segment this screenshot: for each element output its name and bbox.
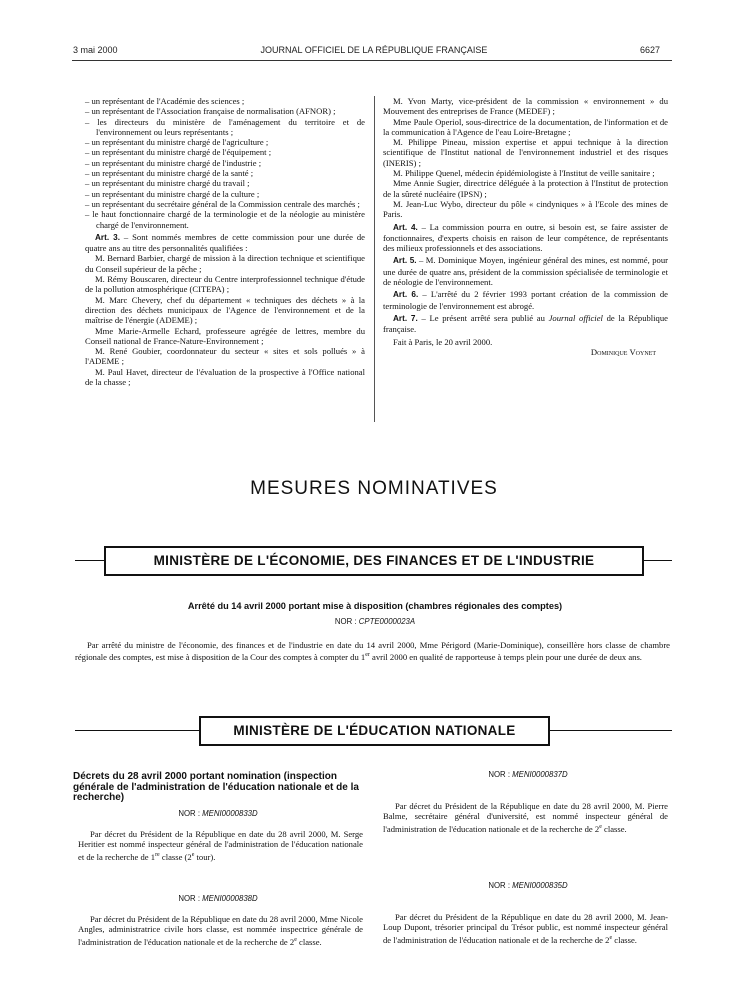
nor-label: NOR : [334, 617, 359, 626]
column-divider [374, 96, 375, 422]
header-date: 3 mai 2000 [73, 45, 118, 55]
article-6 [383, 289, 668, 311]
section-title: MESURES NOMINATIVES [250, 478, 498, 499]
decrets-title: Décrets du 28 avril 2000 portant nomination (inspection générale de l'administration de l'éducation nationale et de la recherche) [73, 771, 359, 803]
list-item: – un représentant de l'Académie des sciences ; [85, 96, 245, 106]
decret-text-part: Par décret du Président de la République en date du 28 avril 2000, Mme Nicole Angles, administratrice civile hors classe, est nommée inspectrice générale de l'administration de l'éducation nationale et de la recherche de 2 [78, 914, 363, 947]
decret-text [78, 914, 363, 947]
signature: Dominique Voynet [590, 346, 656, 357]
list-item: – un représentant du ministre chargé de la santé ; [85, 168, 254, 179]
article-label: Art. 3. [95, 232, 120, 242]
decret-text-part: classe. [296, 936, 322, 947]
arrete-text-part: Par arrêté du ministre de l'économie, des finances et de l'industrie en date du 14 avril 2000, Mme Périgord (Marie-Dominique), conseillère hors classe de chambre régionale des comptes, est mise à disposition de la Cour des comptes à compter du 1 [75, 640, 670, 663]
page-number: 6627 [640, 45, 661, 55]
journal-title: JOURNAL OFFICIEL DE LA RÉPUBLIQUE FRANÇAISE [260, 45, 488, 55]
decret-text-part: Par décret du Président de la République en date du 28 avril 2000, M. Pierre Balme, secrétaire général d'université, est nommé inspecteur général de l'administration de l'éducation nationale et de la recherche de 2 [383, 801, 668, 834]
article-label: Art. 5. [393, 256, 417, 266]
list-item: M. Rémy Bouscaren, directeur du Centre interprofessionnel technique d'étude de la pollution atmosphérique (CITEPA) ; [85, 274, 365, 295]
list-item: Mme Annie Sugier, directrice déléguée à la protection à l'Institut de protection de la sûreté nucléaire (IPSN) ; [383, 178, 668, 199]
ministry-economie-box: MINISTÈRE DE L'ÉCONOMIE, DES FINANCES ET DE L'INDUSTRIE [104, 546, 644, 576]
box-rule-right [642, 560, 672, 561]
list-item: – un représentant du ministre chargé de l'équipement ; [85, 147, 272, 158]
list-item: – les directeurs du ministère de l'aménagement du territoire et de l'environnement ou leurs représentants ; [85, 116, 365, 137]
box-rule-left [75, 730, 200, 731]
superscript: e [609, 934, 613, 941]
list-item: – un représentant du ministre chargé de la culture ; [85, 188, 260, 199]
decret-text-part: tour). [194, 851, 216, 862]
article-4 [383, 222, 668, 254]
decret-text [78, 829, 363, 862]
nor-code: MENI0000833D [202, 809, 258, 818]
journal-reference: Journal officiel [548, 312, 603, 323]
decret-text-part: Par décret du Président de la République en date du 28 avril 2000, M. Serge Heritier est nommé inspecteur général de l'administration de l'éducation nationale et de la recherche de 1 [78, 829, 363, 862]
arrete-title: Arrêté du 14 avril 2000 portant mise à disposition (chambres régionales des comptes) [187, 601, 563, 611]
nor-reference [383, 881, 673, 890]
list-item: – un représentant du ministre chargé de l'agriculture ; [85, 137, 269, 148]
article-text: – La commission pourra en outre, si besoin est, se faire assister de fonctionnaires, d'experts choisis en raison de leur compétence, de représentants des milieux professionnels et des associations. [383, 221, 668, 254]
list-item: M. Marc Chevery, chef du département « techniques des déchets » à la direction des déchets municipaux de l'Agence de l'environnement et de la maîtrise de l'énergie (ADEME) ; [85, 294, 365, 326]
box-rule-left [75, 560, 105, 561]
header-rule [72, 60, 672, 61]
list-item: M. Philippe Pineau, mission expertise et appui technique à la direction scientifique de l'Institut national de l'environnement industriel et des risques (INERIS) ; [383, 137, 668, 168]
list-item: M. Paul Havet, directeur de l'évaluation de la prospective à l'Office national de la chasse ; [85, 366, 365, 388]
nor-label: NOR : [488, 881, 513, 890]
right-column [383, 96, 668, 357]
done-at: Fait à Paris, le 20 avril 2000. [393, 336, 493, 347]
nor-label: NOR : [488, 770, 513, 779]
decret-text [383, 912, 668, 945]
arrete-text-part: avril 2000 en qualité de rapporteuse à temps plein pour une durée de deux ans. [369, 652, 642, 663]
nor-reference [80, 617, 670, 626]
arrete-text [75, 640, 670, 662]
decret-text-part: classe (2 [159, 851, 192, 862]
box-rule-right [548, 730, 672, 731]
decret-text-part: Par décret du Président de la République en date du 28 avril 2000, M. Jean-Loup Dupont, trésorier principal du Trésor public, est nommé inspecteur général de l'administration de l'éducation nationale et de la recherche de 2 [383, 912, 668, 945]
list-item: M. Jean-Luc Wybo, directeur du pôle « cindyniques » à l'Ecole des mines de Paris. [383, 198, 668, 220]
decret-text [383, 801, 668, 834]
nor-label: NOR : [178, 809, 203, 818]
list-item: – un représentant du ministre chargé du travail ; [85, 178, 250, 189]
list-item: – le haut fonctionnaire chargé de la terminologie et de la néologie au ministère chargé de l'environnement. [85, 209, 365, 230]
nor-code: MENI0000838D [202, 894, 258, 903]
article-text: – Sont nommés membres de cette commission pour une durée de quatre ans au titre des personnalités qualifiées : [85, 231, 365, 254]
list-item: – un représentant du ministre chargé de l'industrie ; [85, 157, 262, 168]
nor-reference [73, 894, 363, 903]
nor-reference [73, 809, 363, 818]
list-item: – un représentant de l'Association française de normalisation (AFNOR) ; [85, 106, 336, 117]
ministry-education-box: MINISTÈRE DE L'ÉDUCATION NATIONALE [199, 716, 550, 746]
article-label: Art. 4. [393, 222, 418, 232]
list-item: Mme Paule Operiol, sous-directrice de la documentation, de l'information et de la communication à l'Agence de l'eau Loire-Bretagne ; [383, 116, 668, 137]
superscript: e [191, 851, 195, 858]
article-5 [383, 255, 668, 287]
superscript: e [294, 936, 297, 943]
article-text: – L'arrêté du 2 février 1993 portant création de la commission de terminologie de l'environnement est abrogé. [383, 289, 668, 311]
article-label: Art. 6. [393, 290, 419, 300]
superscript: er [365, 652, 370, 659]
nor-label: NOR : [178, 894, 203, 903]
superscript: e [599, 823, 602, 830]
nor-code: MENI0000837D [512, 770, 568, 779]
superscript: re [155, 851, 160, 858]
article-text: – Le présent arrêté sera publié au [417, 312, 549, 323]
article-label: Art. 7. [393, 313, 418, 323]
article-text: de la République française. [383, 312, 668, 335]
list-item: M. Bernard Barbier, chargé de mission à la direction technique et scientifique du Conseil supérieur de la pêche ; [85, 253, 365, 274]
list-item: Mme Marie-Armelle Echard, professeure agrégée de lettres, membre du Conseil national de France-Nature-Environnement ; [85, 325, 365, 346]
nor-reference [383, 770, 673, 779]
nor-code: MENI0000835D [512, 881, 568, 890]
left-column [85, 96, 365, 387]
list-item: M. Yvon Marty, vice-président de la commission « environnement » du Mouvement des entreprises de France (MEDEF) ; [383, 96, 668, 117]
list-item: – un représentant du secrétaire général de la Commission centrale des marchés ; [85, 198, 360, 209]
list-item: M. René Goubier, coordonnateur du secteur « sites et sols pollués » à l'ADEME ; [85, 346, 365, 367]
decret-text-part: classe. [612, 934, 637, 945]
article-3 [85, 232, 365, 254]
nor-code: CPTE0000023A [358, 617, 416, 626]
decret-text-part: classe. [601, 823, 627, 834]
article-7 [383, 313, 668, 335]
article-text: – M. Dominique Moyen, ingénieur général des mines, est nommé, pour une durée de quatre ans, président de la commission spécialisée de terminologie et de néologie de l'environnement. [383, 255, 668, 288]
list-item: M. Philippe Quenel, médecin épidémiologiste à l'Institut de veille sanitaire ; [393, 168, 655, 179]
